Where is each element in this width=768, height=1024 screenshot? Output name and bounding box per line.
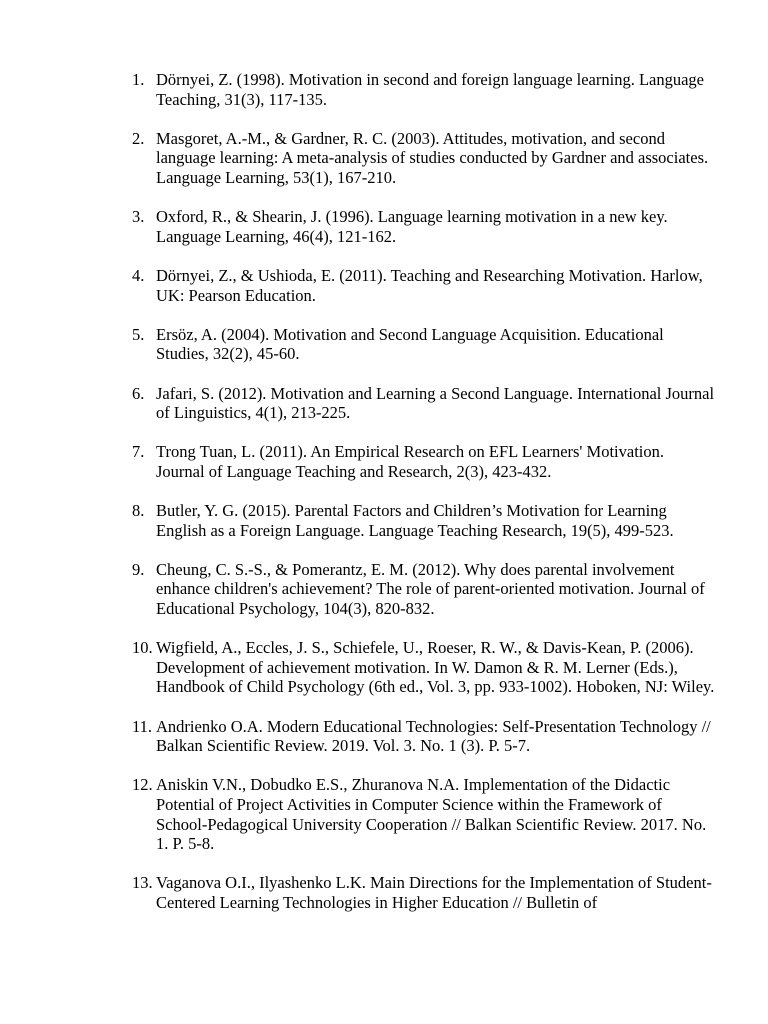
reference-number: 9. <box>132 559 145 579</box>
reference-number: 2. <box>132 128 145 148</box>
reference-text: Vaganova O.I., Ilyashenko L.K. Main Directions for the Implementation of Student-Centered Learning Technologies in Higher Education // Bulletin of <box>156 873 712 912</box>
reference-item <box>132 873 716 912</box>
reference-number: 11. <box>132 716 153 736</box>
reference-text: Oxford, R., & Shearin, J. (1996). Language learning motivation in a new key. Language Learning, 46(4), 121-162. <box>156 207 668 246</box>
reference-number: 1. <box>132 70 145 89</box>
reference-number: 5. <box>132 324 145 344</box>
reference-item <box>132 207 716 246</box>
reference-item <box>132 70 716 109</box>
reference-item <box>132 266 716 305</box>
reference-number: 4. <box>132 265 145 285</box>
reference-item <box>132 775 716 853</box>
reference-text: Dörnyei, Z., & Ushioda, E. (2011). Teaching and Researching Motivation. Harlow, UK: Pearson Education. <box>156 265 703 305</box>
reference-item <box>132 442 716 481</box>
reference-number: 10. <box>132 638 153 658</box>
reference-number: 13. <box>132 873 153 893</box>
reference-item <box>132 717 716 756</box>
reference-text: Dörnyei, Z. (1998). Motivation in second and foreign language learning. Language Teaching, 31(3), 117-135. <box>156 70 705 109</box>
reference-text: Masgoret, A.-M., & Gardner, R. C. (2003). Attitudes, motivation, and second language learning: A meta-analysis of studies conducted by Gardner and associates. Language Learning, 53(1), 167-210. <box>156 128 709 187</box>
reference-number: 3. <box>132 207 145 227</box>
reference-item <box>132 501 716 540</box>
reference-text: Andrienko O.A. Modern Educational Technologies: Self-Presentation Technology // Balkan Scientific Review. 2019. Vol. 3. No. 1 (3). P. 5-7. <box>156 716 711 756</box>
reference-number: 12. <box>132 775 153 795</box>
reference-text: Aniskin V.N., Dobudko E.S., Zhuranova N.A. Implementation of the Didactic Potential of Project Activities in Computer Science within the Framework of School-Pedagogical University Cooperation // Balkan Scientific Review. 2017. No. 1. P. 5-8. <box>156 775 707 854</box>
reference-text: Cheung, C. S.-S., & Pomerantz, E. M. (2012). Why does parental involvement enhance children's achievement? The role of parent-oriented motivation. Journal of Educational Psychology, 104(3), 820-832. <box>156 559 705 619</box>
reference-list <box>132 70 716 932</box>
reference-text: Jafari, S. (2012). Motivation and Learning a Second Language. International Journal of Linguistics, 4(1), 213-225. <box>156 383 715 423</box>
reference-number: 8. <box>132 501 145 521</box>
reference-number: 7. <box>132 442 145 462</box>
reference-text: Butler, Y. G. (2015). Parental Factors and Children’s Motivation for Learning English as a Foreign Language. Language Teaching Research, 19(5), 499-523. <box>156 501 674 540</box>
reference-item <box>132 325 716 364</box>
reference-text: Wigfield, A., Eccles, J. S., Schiefele, U., Roeser, R. W., & Davis-Kean, P. (2006). Development of achievement motivation. In W. Damon & R. M. Lerner (Eds.), Handbook of Child Psychology (6th ed., Vol. 3, pp. 933-1002). Hoboken, NJ: Wiley. <box>156 638 715 697</box>
reference-item <box>132 129 716 188</box>
reference-number: 6. <box>132 383 145 403</box>
reference-text: Ersöz, A. (2004). Motivation and Second Language Acquisition. Educational Studies, 32(2), 45-60. <box>156 324 664 364</box>
reference-text: Trong Tuan, L. (2011). An Empirical Research on EFL Learners' Motivation. Journal of Language Teaching and Research, 2(3), 423-432. <box>156 442 664 481</box>
reference-item <box>132 560 716 619</box>
reference-item <box>132 638 716 697</box>
reference-item <box>132 384 716 423</box>
